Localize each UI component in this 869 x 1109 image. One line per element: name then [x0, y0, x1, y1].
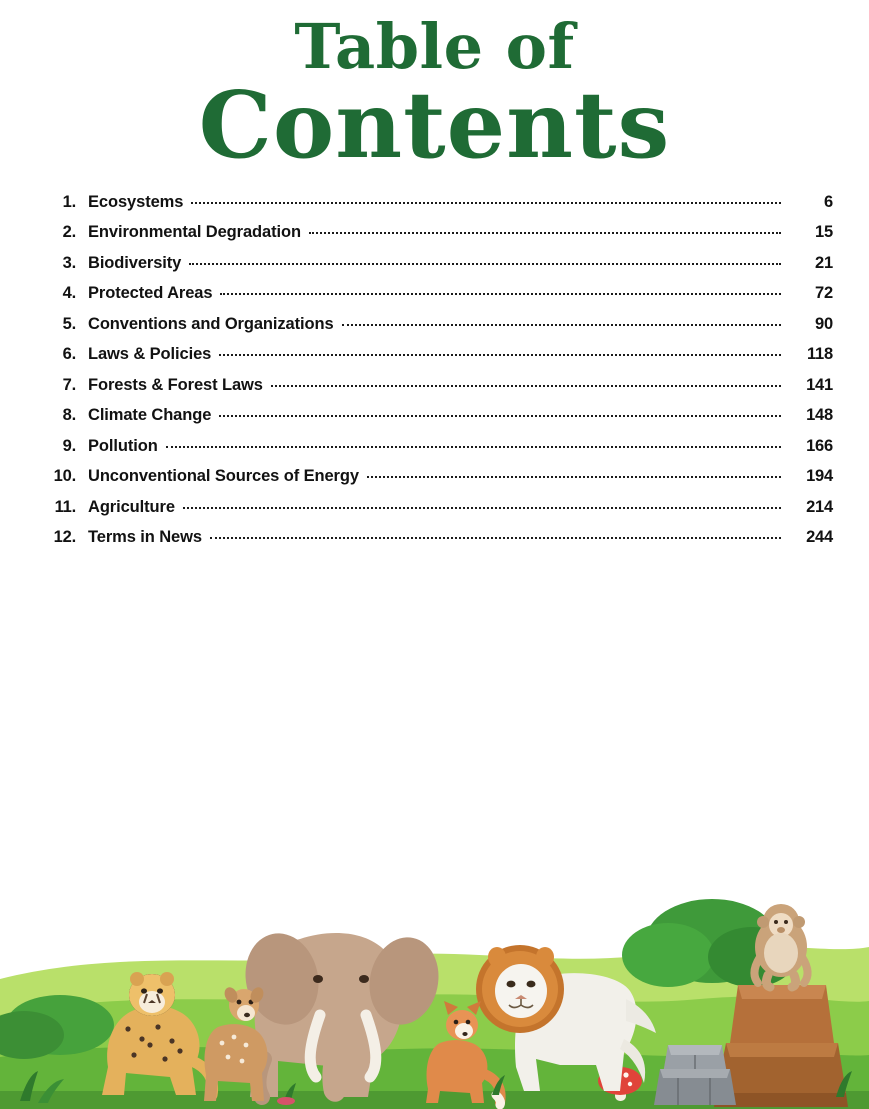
toc-entry-label: Forests & Forest Laws	[88, 375, 263, 394]
toc-entry-label: Agriculture	[88, 497, 175, 516]
toc-entry-page: 166	[806, 436, 833, 455]
toc-leader-dots	[183, 507, 781, 509]
page-title	[0, 0, 869, 179]
toc-entry-page: 72	[815, 284, 833, 303]
page-title-line-1: Table of	[294, 10, 575, 83]
toc-leader-dots	[342, 324, 781, 326]
toc-entry[interactable]	[36, 498, 833, 529]
toc-entry-label: Conventions and Organizations	[88, 314, 334, 333]
toc-entry[interactable]	[36, 376, 833, 407]
toc-entry[interactable]	[36, 315, 833, 346]
toc-entry-number: 12.	[53, 528, 76, 547]
wildlife-illustration	[0, 829, 869, 1109]
toc-entry-label: Ecosystems	[88, 192, 184, 211]
toc-entry-label: Protected Areas	[88, 284, 213, 303]
toc-entry-number: 11.	[54, 497, 76, 516]
toc-entry-label: Laws & Policies	[88, 345, 212, 364]
toc-entry[interactable]	[36, 345, 833, 376]
toc-entry-number: 10.	[53, 467, 76, 486]
toc-entry-page: 15	[815, 223, 833, 242]
toc-entry-page: 21	[815, 253, 833, 272]
toc-entry-label: Pollution	[88, 436, 158, 455]
toc-entry-number: 6.	[62, 345, 76, 364]
toc-entry[interactable]	[36, 467, 833, 498]
toc-entry-page: 244	[806, 528, 833, 547]
toc-entry-number: 7.	[62, 375, 76, 394]
toc-entry-label: Terms in News	[88, 528, 202, 547]
table-of-contents	[36, 193, 833, 559]
toc-entry-number: 9.	[62, 436, 76, 455]
toc-leader-dots	[309, 232, 781, 234]
toc-entry-page: 214	[806, 497, 833, 516]
toc-entry[interactable]	[36, 437, 833, 468]
toc-leader-dots	[166, 446, 781, 448]
toc-entry[interactable]	[36, 193, 833, 224]
toc-entry-number: 3.	[62, 253, 76, 272]
toc-leader-dots	[220, 293, 781, 295]
toc-leader-dots	[219, 415, 781, 417]
toc-entry[interactable]	[36, 406, 833, 437]
toc-entry-label: Biodiversity	[88, 253, 182, 272]
toc-entry[interactable]	[36, 284, 833, 315]
toc-leader-dots	[189, 263, 781, 265]
toc-leader-dots	[210, 537, 781, 539]
toc-entry-label: Unconventional Sources of Energy	[88, 467, 359, 486]
toc-entry-page: 141	[806, 375, 833, 394]
toc-entry[interactable]	[36, 223, 833, 254]
toc-entry-number: 8.	[62, 406, 76, 425]
toc-entry[interactable]	[36, 528, 833, 559]
toc-entry-page: 90	[815, 314, 833, 333]
toc-entry-page: 148	[806, 406, 833, 425]
toc-entry-number: 4.	[62, 284, 76, 303]
toc-leader-dots	[271, 385, 781, 387]
toc-leader-dots	[219, 354, 781, 356]
toc-leader-dots	[367, 476, 781, 478]
toc-entry-number: 2.	[62, 223, 76, 242]
toc-entry-number: 5.	[62, 314, 76, 333]
toc-entry-label: Environmental Degradation	[88, 223, 301, 242]
toc-entry[interactable]	[36, 254, 833, 285]
toc-entry-label: Climate Change	[88, 406, 212, 425]
toc-leader-dots	[191, 202, 781, 204]
toc-entry-page: 118	[806, 345, 833, 364]
toc-entry-page: 194	[806, 467, 833, 486]
page-title-line-2: Contents	[198, 70, 671, 179]
toc-entry-page: 6	[824, 192, 833, 211]
toc-entry-number: 1.	[62, 192, 76, 211]
